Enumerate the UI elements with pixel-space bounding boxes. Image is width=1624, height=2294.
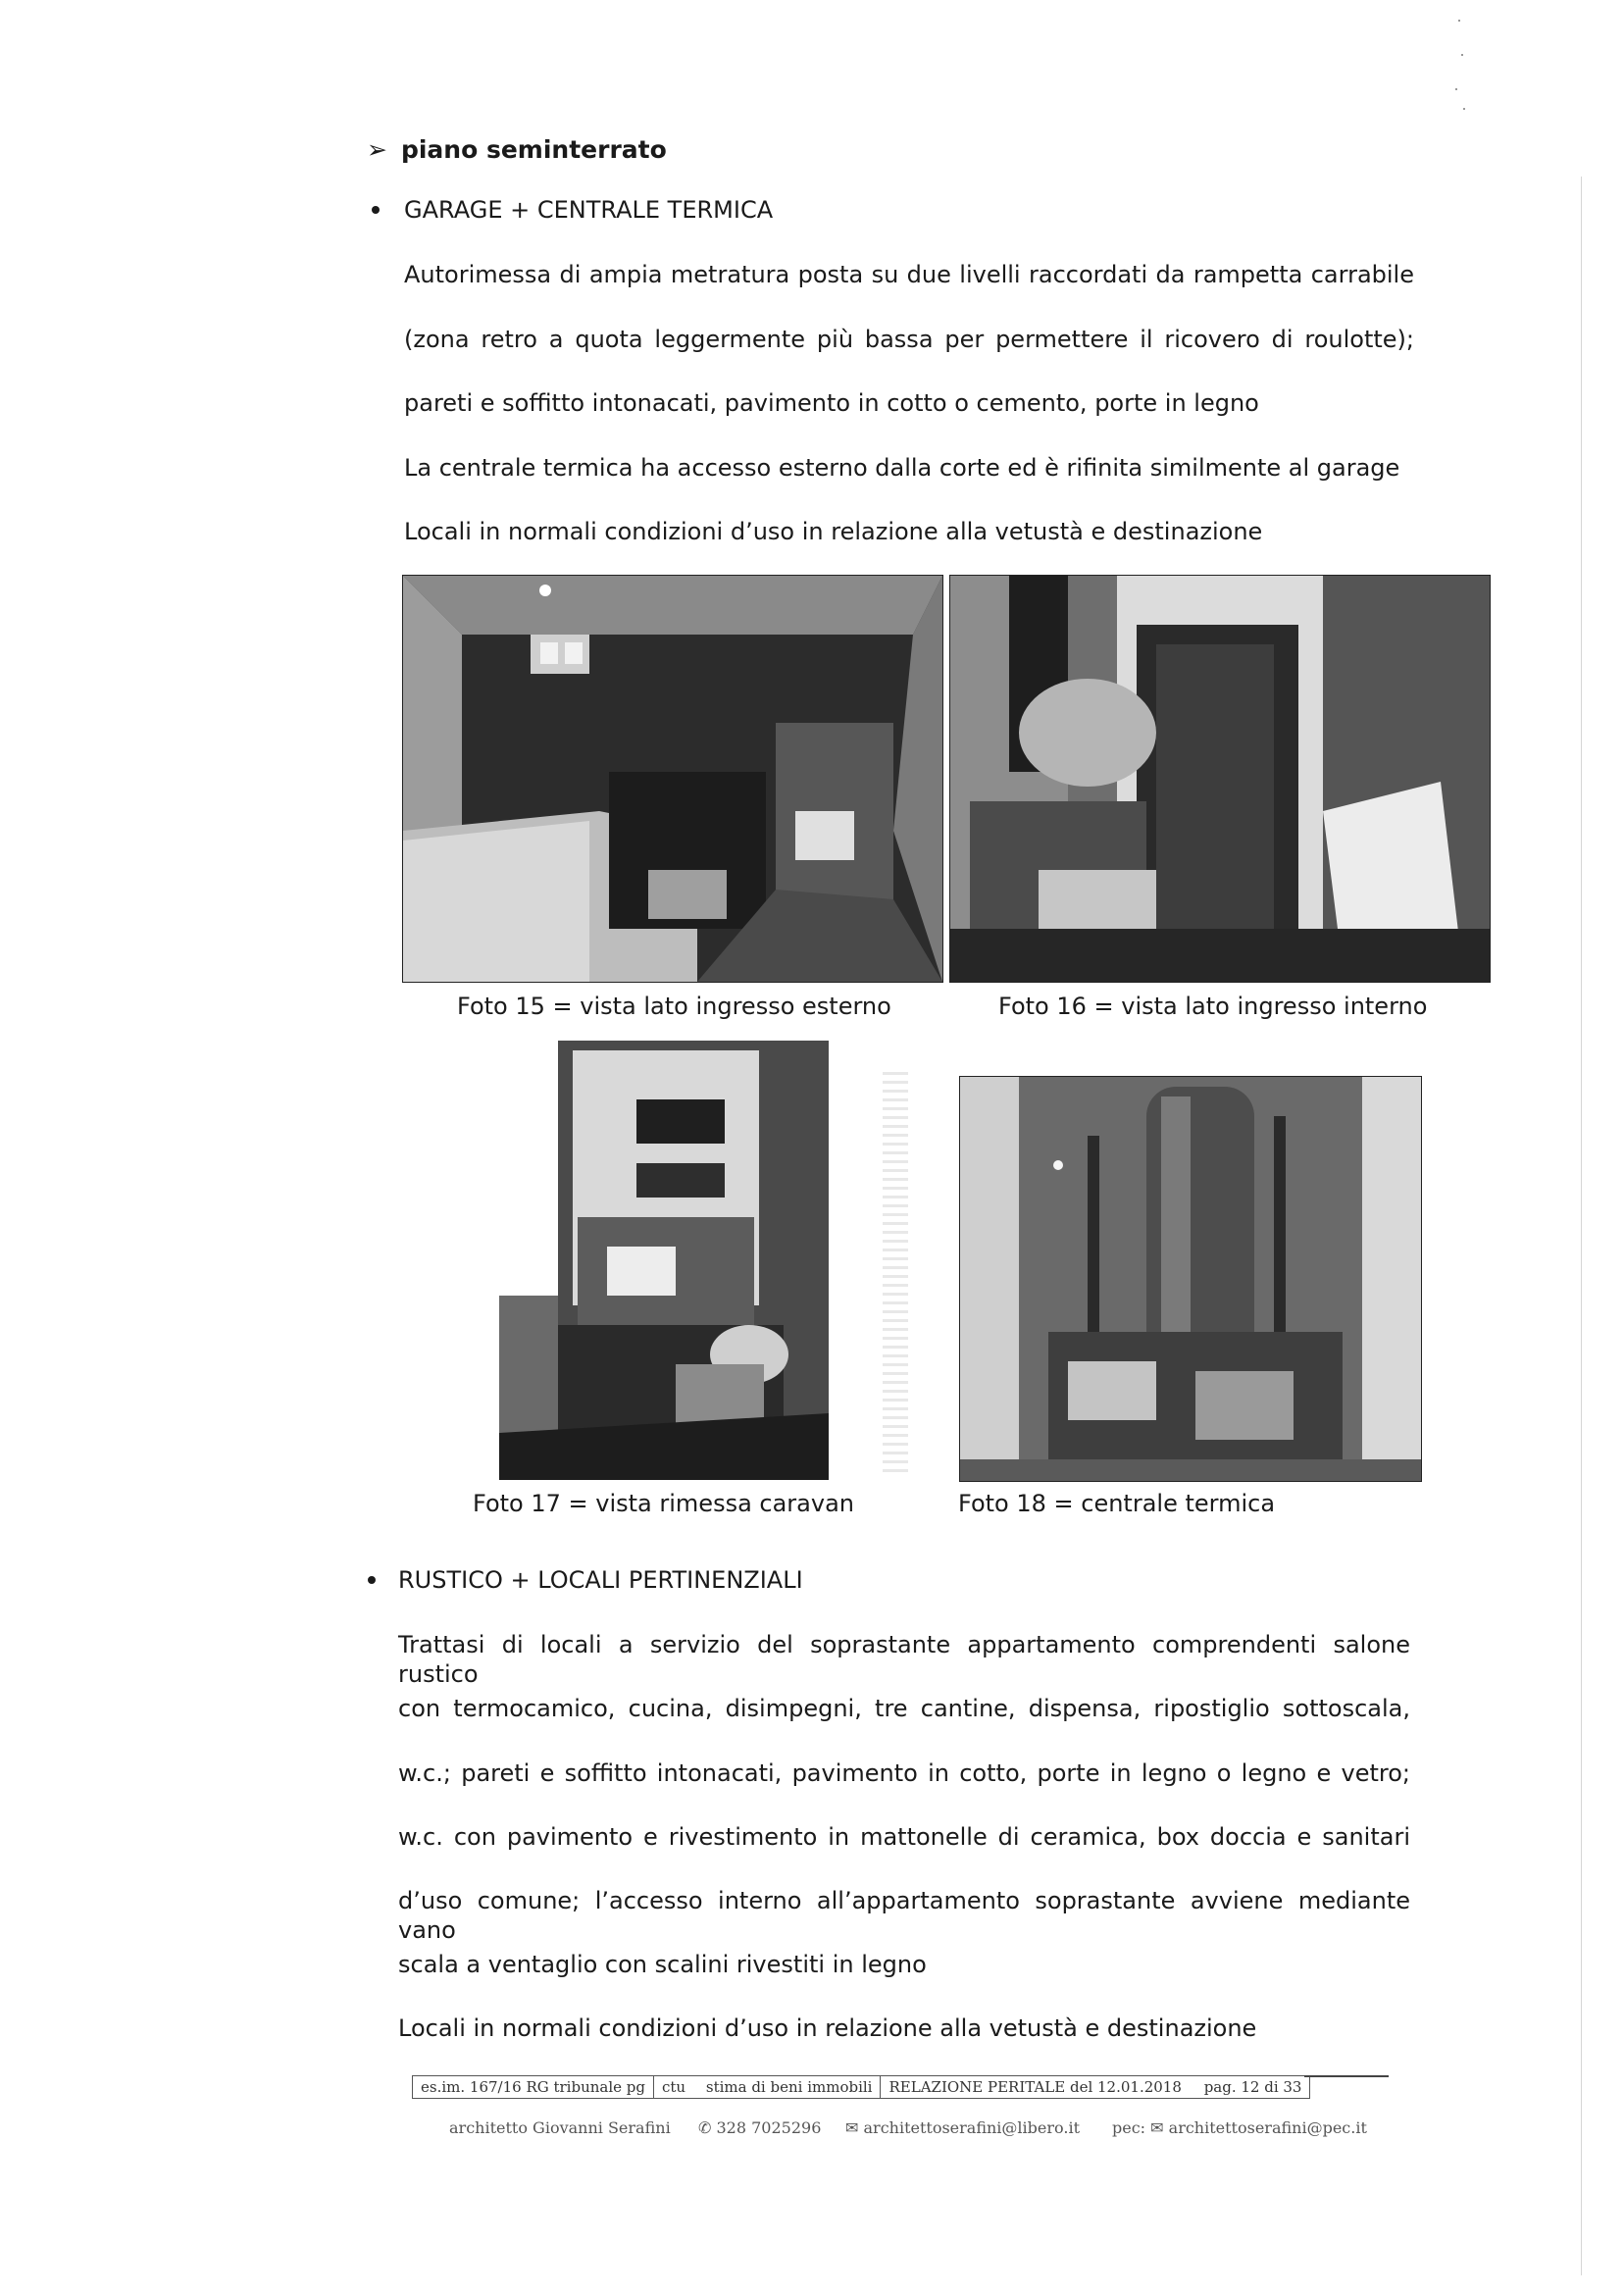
garage-line-2: (zona retro a quota leggermente più bassa per permettere il ricovero di roulotte); <box>404 326 1414 353</box>
rustico-line-7: Locali in normali condizioni d’uso in relazione alla vetustà e destinazione <box>398 2014 1257 2042</box>
footer-case: es.im. 167/16 RG tribunale pg <box>412 2075 654 2099</box>
bullet-dot-icon <box>368 1576 376 1584</box>
rustico-line-3: w.c.; pareti e soffitto intonacati, pavimento in cotto, porte in legno o legno e vetro; <box>398 1759 1410 1787</box>
photo-16 <box>949 575 1491 983</box>
mail-icon: ✉ <box>845 2118 859 2137</box>
rustico-line-2: con termocamico, cucina, disimpegni, tre cantine, dispensa, ripostiglio sottoscala, <box>398 1695 1410 1722</box>
footer-page: pag. 12 di 33 <box>1203 2078 1302 2096</box>
caption-foto-16: Foto 16 = vista lato ingresso interno <box>998 993 1428 1020</box>
photo-17 <box>499 1041 829 1480</box>
photo-15 <box>402 575 943 983</box>
footer-rule <box>1304 2075 1389 2077</box>
section-title <box>367 135 667 165</box>
rustico-line-4: w.c. con pavimento e rivestimento in mattonelle di ceramica, box doccia e sanitari <box>398 1823 1410 1851</box>
scan-speck <box>1461 54 1463 56</box>
scan-speck <box>1455 88 1457 90</box>
caption-foto-15: Foto 15 = vista lato ingresso esterno <box>457 993 891 1020</box>
footer-email: architettoserafini@libero.it <box>863 2118 1080 2137</box>
phone-icon: ✆ <box>698 2118 712 2137</box>
garage-line-1: Autorimessa di ampia metratura posta su due livelli raccordati da rampetta carrabile <box>404 261 1414 288</box>
footer-phone-group <box>698 2118 821 2137</box>
rustico-line-5: d’uso comune; l’accesso interno all’appartamento soprastante avviene mediante vano <box>398 1887 1410 1944</box>
footer-ctu <box>654 2075 881 2099</box>
caption-foto-17: Foto 17 = vista rimessa caravan <box>473 1490 855 1517</box>
rustico-heading: RUSTICO + LOCALI PERTINENZIALI <box>398 1566 803 1594</box>
arrow-bullet-icon: ➢ <box>367 135 387 164</box>
footer-author: architetto Giovanni Serafini <box>449 2118 671 2137</box>
mail-icon: ✉ <box>1150 2118 1164 2137</box>
scan-speck <box>1458 20 1460 22</box>
scan-edge-line <box>1581 177 1582 2275</box>
footer-pec-label: pec: <box>1112 2118 1146 2137</box>
footer-email-group <box>845 2118 1080 2137</box>
bullet-dot-icon <box>372 206 380 214</box>
footer-pec: architettoserafini@pec.it <box>1168 2118 1367 2137</box>
rustico-line-1: Trattasi di locali a servizio del soprastante appartamento comprendenti salone rustico <box>398 1631 1410 1688</box>
footer-boxes <box>412 2075 1310 2099</box>
section-title-text: piano seminterrato <box>400 135 667 164</box>
garage-line-4: La centrale termica ha accesso esterno dalla corte ed è rifinita similmente al garage <box>404 454 1400 482</box>
garage-line-3: pareti e soffitto intonacati, pavimento in cotto o cemento, porte in legno <box>404 389 1259 417</box>
garage-heading: GARAGE + CENTRALE TERMICA <box>404 196 774 224</box>
footer-report-title: RELAZIONE PERITALE del 12.01.2018 <box>888 2078 1182 2096</box>
footer-subject: stima di beni immobili <box>705 2078 873 2096</box>
garage-line-5: Locali in normali condizioni d’uso in relazione alla vetustà e destinazione <box>404 518 1263 545</box>
scan-speck <box>1463 108 1465 110</box>
footer-report <box>881 2075 1310 2099</box>
caption-foto-18: Foto 18 = centrale termica <box>958 1490 1276 1517</box>
footer-ctu-label: ctu <box>662 2078 686 2096</box>
photo-18 <box>959 1076 1422 1482</box>
rustico-line-6: scala a ventaglio con scalini rivestiti in legno <box>398 1951 927 1978</box>
footer-pec-group <box>1112 2118 1367 2137</box>
photo-18-scan-noise <box>883 1072 908 1474</box>
footer-phone: 328 7025296 <box>716 2118 822 2137</box>
